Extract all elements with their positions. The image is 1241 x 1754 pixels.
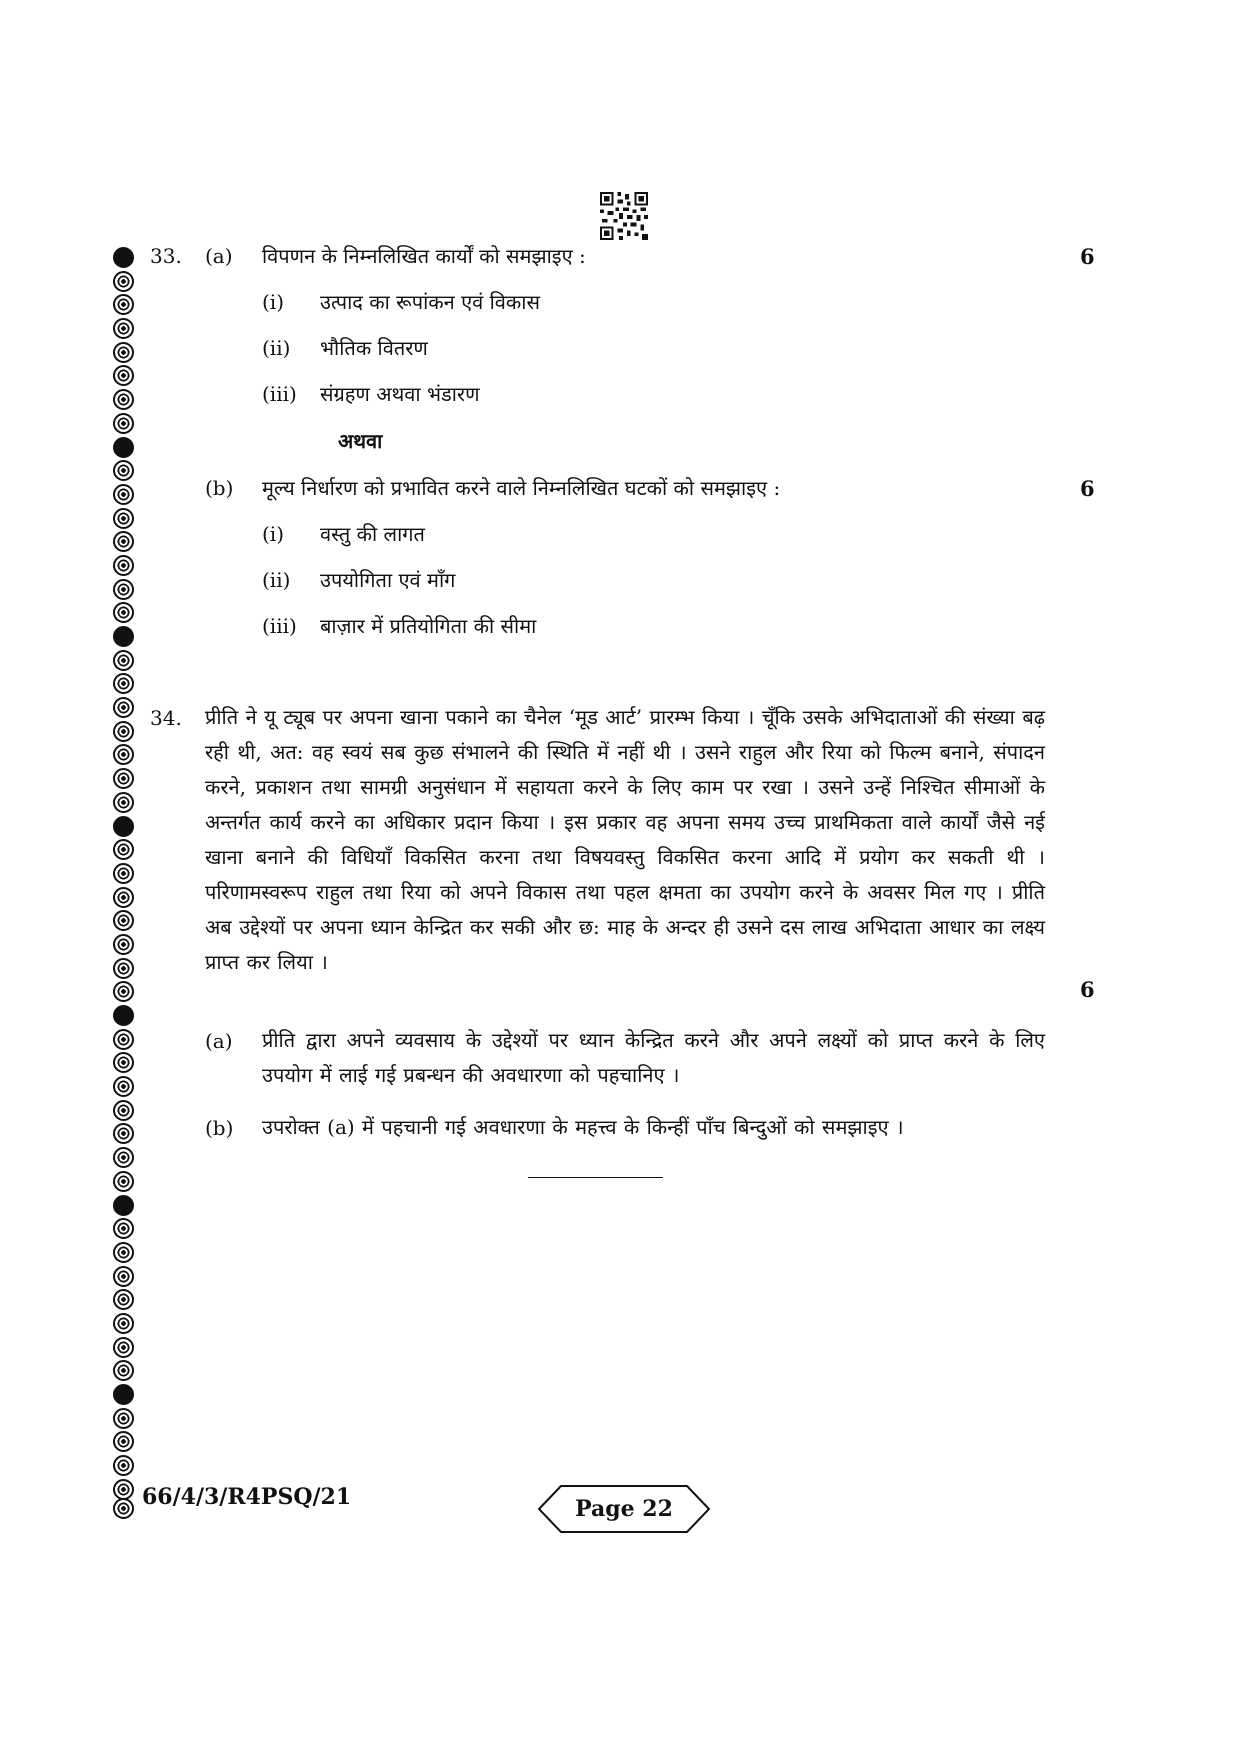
question-34-b-label: (b) [205, 1116, 234, 1140]
q33-b-item-text: बाज़ार में प्रतियोगिता की सीमा [320, 614, 537, 638]
margin-ring [113, 1266, 134, 1287]
question-33-b-stem: मूल्य निर्धारण को प्रभावित करने वाले निम्नलिखित घटकों को समझाइए : [262, 476, 781, 500]
margin-ring [113, 768, 134, 789]
question-33-a-label: (a) [205, 244, 233, 268]
margin-ring [113, 934, 134, 955]
question-34-passage: प्रीति ने यू ट्यूब पर अपना खाना पकाने का चैनेल ‘मूड आर्ट’ प्रारम्भ किया । चूँकि उसके अभिदाताओं की संख्या बढ़ रही थी, अत: वह स्वयं सब कुछ संभालने की स्थिति में नहीं थी । उसने राहुल और रिया को फिल्म बनाने, संपादन करने, प्रकाशन तथा सामग्री अनुसंधान में सहायता करने के लिए काम पर रखा । उसने उन्हें निश्चित सीमाओं के अन्तर्गत कार्य करने का अधिकार प्रदान किया । इस प्रकार वह अपना समय उच्च प्राथमिकता वाले कार्यों जैसे नई खाना बनाने की विधियाँ विकसित करना तथा विषयवस्तु विकसित करना आदि में प्रयोग कर सकती थी । परिणामस्वरूप राहुल तथा रिया को अपने विकास तथा पहल क्षमता का उपयोग करने के अवसर मिल गए । प्रीति अब उद्देश्यों पर अपना ध्यान केन्द्रित कर सकी और छ: माह के अन्दर ही उसने दस लाख अभिदाता आधार का लक्ष्य प्राप्त कर लिया । [205, 705, 1045, 974]
q33-b-item-number: (iii) [262, 614, 297, 638]
question-33-b-marks: 6 [1080, 476, 1095, 501]
margin-ring [113, 1171, 134, 1192]
margin-ring [113, 1029, 134, 1050]
margin-ring [113, 318, 134, 339]
margin-ring [113, 247, 134, 268]
or-separator: अथवा [338, 429, 383, 453]
q33-a-item-text: भौतिक वितरण [320, 336, 428, 360]
margin-ring [113, 294, 134, 315]
margin-ring [113, 437, 134, 458]
paper-code: 66/4/3/R4PSQ/21 [142, 1484, 352, 1510]
margin-ring [113, 508, 134, 529]
question-34-a-text: प्रीति द्वारा अपने व्यवसाय के उद्देश्यों पर ध्यान केन्द्रित करने और अपने लक्ष्यों को प्राप्त करने के लिए उपयोग में लाई गई प्रबन्धन की अवधारणा को पहचानिए । [262, 1028, 1045, 1087]
qr-code [600, 192, 648, 240]
margin-ring [113, 1337, 134, 1358]
margin-ring [113, 555, 134, 576]
margin-ring [113, 1313, 134, 1334]
margin-ring [113, 744, 134, 765]
margin-ring [113, 1076, 134, 1097]
margin-ring [113, 910, 134, 931]
end-rule [528, 1177, 663, 1178]
q33-a-item-number: (iii) [262, 382, 297, 406]
q33-b-item-text: उपयोगिता एवं माँग [320, 568, 456, 592]
margin-ring [113, 1195, 134, 1216]
question-34-marks: 6 [1080, 977, 1095, 1002]
question-34-a-label: (a) [205, 1029, 233, 1053]
margin-ring [113, 887, 134, 908]
margin-ring [113, 365, 134, 386]
margin-ring [113, 839, 134, 860]
q33-b-item-number: (ii) [262, 568, 291, 592]
margin-ring [113, 1455, 134, 1476]
margin-ring [113, 816, 134, 837]
question-34-number: 34. [150, 706, 182, 730]
question-34-b-text: उपरोक्त (a) में पहचानी गई अवधारणा के महत्त्व के किन्हीं पाँच बिन्दुओं को समझाइए । [262, 1115, 904, 1139]
q33-b-item-number: (i) [262, 522, 285, 546]
margin-ring [113, 863, 134, 884]
q33-b-item-text: वस्तु की लागत [320, 522, 425, 546]
q33-a-item-text: संग्रहण अथवा भंडारण [320, 382, 480, 406]
margin-ring [113, 1218, 134, 1239]
margin-ring [113, 579, 134, 600]
margin-ring [113, 531, 134, 552]
margin-ring [113, 1242, 134, 1263]
margin-ring [113, 1479, 134, 1500]
margin-ring [113, 1408, 134, 1429]
margin-ring [113, 602, 134, 623]
margin-ring [113, 271, 134, 292]
margin-ring [113, 1147, 134, 1168]
margin-ring [113, 958, 134, 979]
margin-ring [113, 484, 134, 505]
margin-ring [113, 413, 134, 434]
margin-ring [113, 792, 134, 813]
margin-ring [113, 342, 134, 363]
footer-ring [113, 1498, 134, 1519]
margin-ring [113, 1052, 134, 1073]
margin-ring [113, 1384, 134, 1405]
margin-ring [113, 1100, 134, 1121]
question-33-b-label: (b) [205, 476, 234, 500]
margin-ring [113, 650, 134, 671]
margin-ring [113, 981, 134, 1002]
question-33-number: 33. [150, 244, 182, 268]
page-number: Page 22 [575, 1496, 673, 1522]
margin-ring [113, 697, 134, 718]
margin-ring [113, 389, 134, 410]
margin-ring [113, 673, 134, 694]
q33-a-item-number: (ii) [262, 336, 291, 360]
q33-a-item-number: (i) [262, 290, 285, 314]
question-33-a-marks: 6 [1080, 244, 1095, 269]
question-33-a-stem: विपणन के निम्नलिखित कार्यों को समझाइए : [262, 244, 586, 268]
margin-ring [113, 460, 134, 481]
margin-ring [113, 1431, 134, 1452]
margin-ring [113, 721, 134, 742]
q33-a-item-text: उत्पाद का रूपांकन एवं विकास [320, 290, 540, 314]
margin-ring-column [113, 247, 137, 1502]
margin-ring [113, 1289, 134, 1310]
margin-ring [113, 1123, 134, 1144]
margin-ring [113, 626, 134, 647]
margin-ring [113, 1360, 134, 1381]
margin-ring [113, 1005, 134, 1026]
